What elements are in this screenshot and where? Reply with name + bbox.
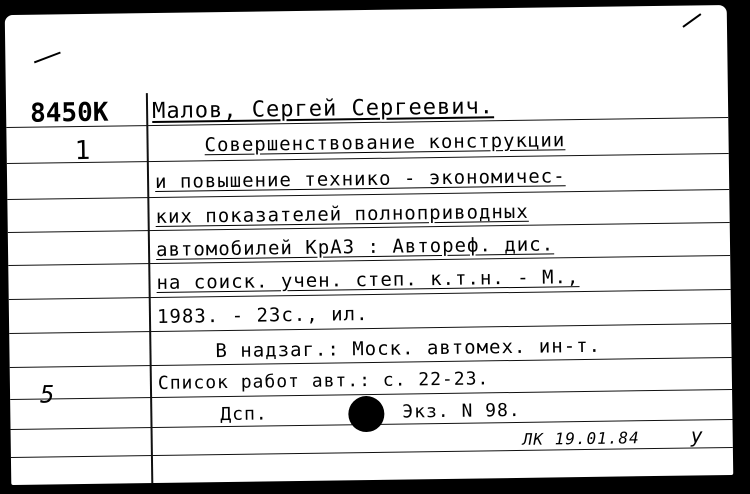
title-line: 1983. - 23с., ил.: [156, 303, 369, 328]
title-line: автомобилей КрАЗ : Автореф. дис.: [155, 233, 555, 261]
margin-line: [146, 93, 153, 483]
corner-mark: [34, 52, 61, 64]
author-heading: Малов, Сергей Сергеевич.: [151, 94, 495, 125]
punch-hole: [348, 396, 384, 432]
ruled-line: [11, 447, 733, 458]
restriction-note: Дсп.: [220, 403, 268, 426]
works-list: Список работ авт.: с. 22-23.: [157, 368, 490, 394]
corner-mark: [682, 13, 701, 27]
ruled-line: [7, 189, 729, 200]
copy-info: Экз. N 98.: [402, 399, 521, 423]
librarian-initial: у: [690, 423, 704, 448]
margin-number: 5: [39, 380, 56, 409]
title-line: Совершенствование конструкции: [204, 129, 566, 157]
title-line: на соиск. учен. степ. к.т.н. - М.,: [156, 266, 580, 294]
title-line: ких показателей полноприводных: [155, 200, 529, 228]
ruled-line: [9, 323, 731, 334]
ruled-line: [7, 153, 729, 164]
call-number: 8450K: [29, 97, 109, 129]
copy-number: 1: [74, 135, 92, 167]
catalog-card: [5, 5, 733, 485]
location-note: В надзаг.: Моск. автомех. ин-т.: [215, 334, 602, 363]
date-stamp: ЛК 19.01.84: [522, 428, 640, 449]
title-line: и повышение технико - экономичес-: [154, 165, 566, 193]
